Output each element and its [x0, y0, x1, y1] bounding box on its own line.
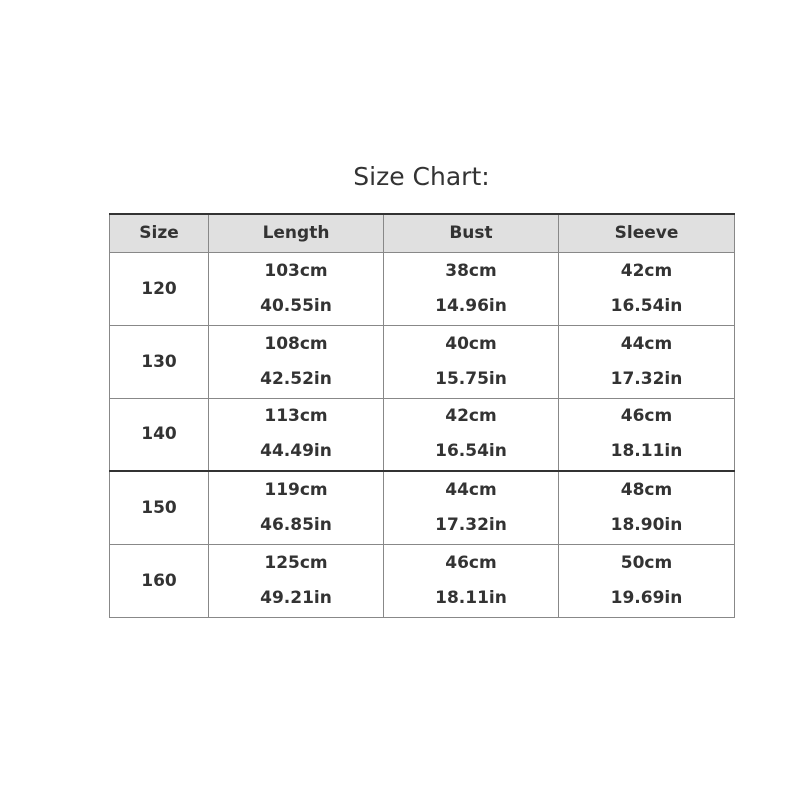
length-in: 44.49in — [260, 441, 332, 462]
length-cell — [209, 471, 384, 544]
bust-cell — [384, 398, 559, 471]
table-row — [110, 544, 735, 617]
header-length: Length — [209, 214, 384, 252]
table-header-row — [110, 214, 735, 252]
bust-cell — [384, 325, 559, 398]
length-in: 46.85in — [260, 514, 332, 535]
sleeve-cell — [559, 471, 735, 544]
bust-cell — [384, 252, 559, 325]
bust-cm: 38cm — [445, 260, 497, 281]
length-cm: 108cm — [264, 333, 328, 354]
bust-cm: 46cm — [445, 552, 497, 573]
sleeve-cm: 42cm — [620, 260, 673, 281]
sleeve-in: 18.11in — [610, 441, 683, 462]
sleeve-in: 18.90in — [610, 514, 683, 535]
length-cm: 103cm — [264, 260, 328, 281]
size-cell: 150 — [110, 471, 209, 544]
table-row — [110, 471, 735, 544]
sleeve-in: 16.54in — [610, 295, 683, 316]
bust-cm: 44cm — [445, 479, 497, 500]
length-cell — [209, 398, 384, 471]
page-title: Size Chart: — [353, 162, 490, 191]
bust-cm: 40cm — [445, 333, 497, 354]
bust-in: 16.54in — [435, 441, 507, 462]
sleeve-cm: 44cm — [620, 333, 673, 354]
length-in: 49.21in — [260, 587, 332, 608]
table-row — [110, 252, 735, 325]
bust-cm: 42cm — [445, 406, 497, 427]
header-size: Size — [110, 214, 209, 252]
length-cm: 113cm — [264, 406, 328, 427]
size-chart-table — [109, 213, 735, 618]
bust-in: 15.75in — [435, 368, 507, 389]
sleeve-cm: 46cm — [620, 406, 673, 427]
bust-in: 17.32in — [435, 514, 507, 535]
bust-in: 18.11in — [435, 587, 507, 608]
length-cell — [209, 325, 384, 398]
length-cm: 125cm — [264, 552, 328, 573]
sleeve-cell — [559, 544, 735, 617]
bust-in: 14.96in — [435, 295, 507, 316]
sleeve-cell — [559, 398, 735, 471]
table-row — [110, 325, 735, 398]
length-cm: 119cm — [264, 479, 328, 500]
sleeve-in: 17.32in — [610, 368, 683, 389]
size-cell: 130 — [110, 325, 209, 398]
length-in: 42.52in — [260, 368, 332, 389]
length-cell — [209, 544, 384, 617]
sleeve-in: 19.69in — [610, 587, 683, 608]
bust-cell — [384, 544, 559, 617]
header-sleeve: Sleeve — [559, 214, 735, 252]
size-cell: 140 — [110, 398, 209, 471]
sleeve-cm: 48cm — [620, 479, 673, 500]
bust-cell — [384, 471, 559, 544]
table-row — [110, 398, 735, 471]
size-cell: 160 — [110, 544, 209, 617]
size-cell: 120 — [110, 252, 209, 325]
length-cell — [209, 252, 384, 325]
length-in: 40.55in — [260, 295, 332, 316]
header-bust: Bust — [384, 214, 559, 252]
sleeve-cell — [559, 325, 735, 398]
sleeve-cm: 50cm — [620, 552, 673, 573]
sleeve-cell — [559, 252, 735, 325]
